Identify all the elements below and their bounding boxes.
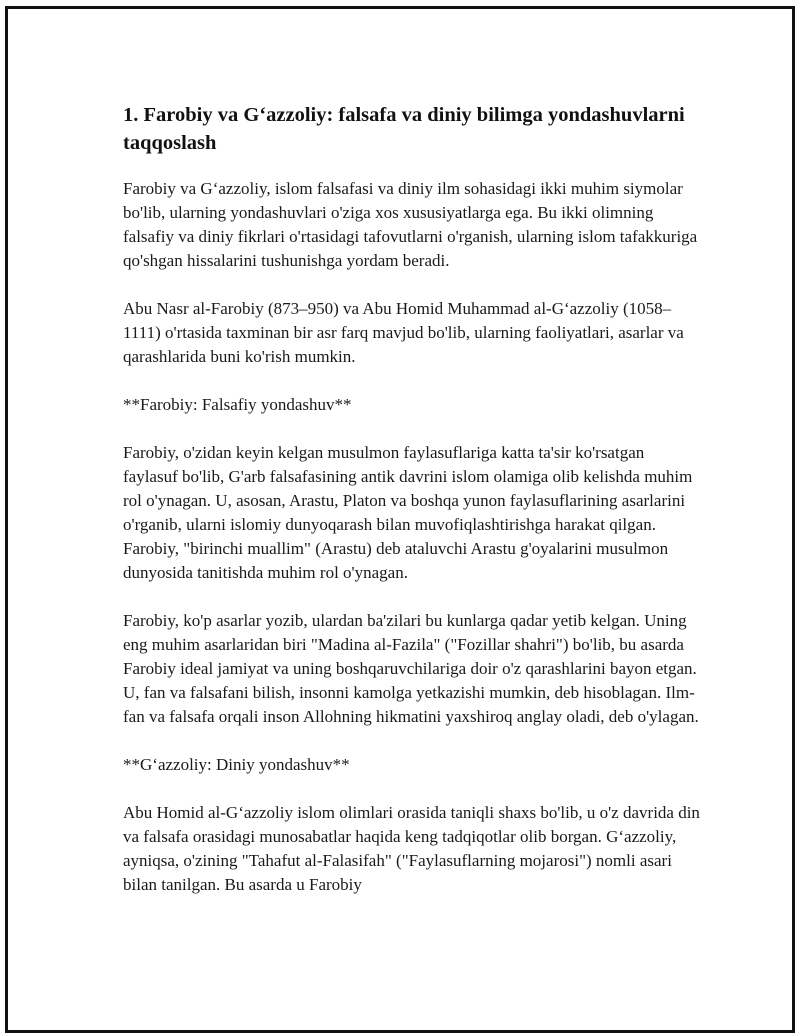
document-title: 1. Farobiy va G‘azzoliy: falsafa va diniy bilimga yondashuvlarni taqqoslash bbox=[123, 104, 685, 154]
paragraph-farobiy-influence: Farobiy, o'zidan keyin kelgan musulmon faylasuflariga katta ta'sir ko'rsatgan faylasuf bo'lib, G'arb falsafasining antik davrini islom olamiga olib kelishda muhim rol o'ynagan. U, asosan, Arastu, Platon va boshqa yunon faylasuflarining asarlarini o'rganib, ularni islomiy dunyoqarash bilan muvofiqlashtirishga harakat qilgan. Farobiy, "birinchi muallim" (Arastu) deb ataluvchi Arastu g'oyalarini musulmon dunyosida tanitishda muhim rol o'ynagan. bbox=[123, 443, 693, 582]
paragraph-gazzoliy-intro: Abu Homid al-G‘azzoliy islom olimlari orasida taniqli shaxs bo'lib, u o'z davrida din va falsafa orasidagi munosabatlar haqida keng tadqiqotlar olib borgan. G‘azzoliy, ayniqsa, o'zining "Tahafut al-Falasifah" ("Faylasuflarning mojarosi") nomli asari bilan tanilgan. Bu asarda u Farobiy bbox=[123, 803, 700, 894]
section-heading-gazzoliy: **G‘azzoliy: Diniy yondashuv** bbox=[123, 755, 350, 774]
document-page bbox=[5, 6, 795, 1033]
section-heading-farobiy: **Farobiy: Falsafiy yondashuv** bbox=[123, 395, 352, 414]
paragraph-dates: Abu Nasr al-Farobiy (873–950) va Abu Homid Muhammad al-G‘azzoliy (1058–1111) o'rtasida taxminan bir asr farq mavjud bo'lib, ularning faoliyatlari, asarlar va qarashlarida buni ko'rish mumkin. bbox=[123, 299, 684, 366]
paragraph-intro: Farobiy va G‘azzoliy, islom falsafasi va diniy ilm sohasidagi ikki muhim siymolar bo'lib, ularning yondashuvlari o'ziga xos xususiyatlarga ega. Bu ikki olimning falsafiy va diniy fikrlari o'rtasidagi tafovutlarni o'rganish, ularning islom tafakkuriga qo'shgan hissalarini tushunishga yordam beradi. bbox=[123, 179, 698, 270]
paragraph-farobiy-works: Farobiy, ko'p asarlar yozib, ulardan ba'zilari bu kunlarga qadar yetib kelgan. Uning eng muhim asarlaridan biri "Madina al-Fazila" ("Fozillar shahri") bo'lib, bu asarda Farobiy ideal jamiyat va uning boshqaruvchilariga doir o'z qarashlarini bayon etgan. U, fan va falsafani bilish, insonni kamolga yetkazishi mumkin, deb hisoblagan. Ilm-fan va falsafa orqali inson Allohning hikmatini yaxshiroq anglay oladi, deb o'ylagan. bbox=[123, 611, 699, 726]
document-body bbox=[123, 101, 703, 921]
